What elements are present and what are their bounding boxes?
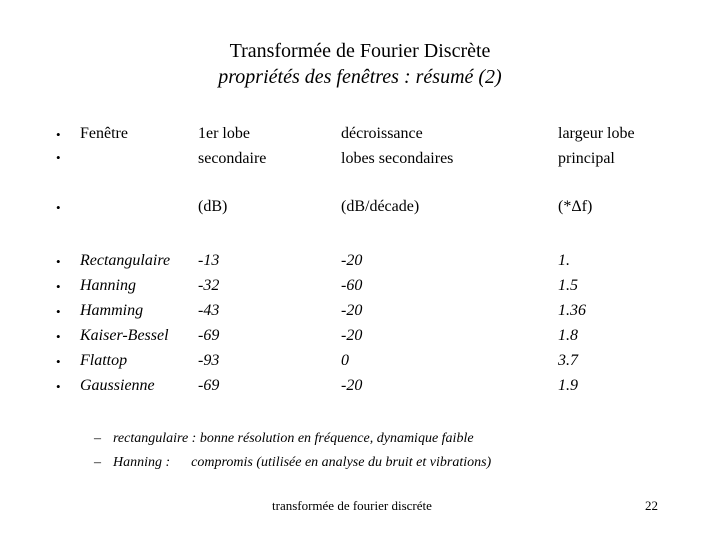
header-mainlobe-line2: principal bbox=[558, 150, 615, 167]
unit-sidelobe: (dB) bbox=[198, 198, 228, 215]
decay-value: -60 bbox=[341, 277, 363, 294]
mainlobe-value: 1.9 bbox=[558, 377, 578, 394]
slide-title: Transformée de Fourier Discrète bbox=[229, 40, 491, 62]
header-sidelobe-line1: 1er lobe bbox=[198, 125, 250, 142]
sidelobe-value: -69 bbox=[198, 327, 220, 344]
window-name: Flattop bbox=[80, 352, 128, 369]
footer-caption: transformée de fourier discréte bbox=[272, 498, 432, 513]
sidelobe-value: -32 bbox=[198, 277, 220, 294]
decay-value: -20 bbox=[341, 327, 363, 344]
bullet: • bbox=[56, 329, 61, 344]
window-name: Hamming bbox=[80, 302, 144, 319]
mainlobe-value: 1.5 bbox=[558, 277, 578, 294]
sidelobe-value: -69 bbox=[198, 377, 220, 394]
mainlobe-value: 1.8 bbox=[558, 327, 578, 344]
sidelobe-value: -13 bbox=[198, 252, 220, 269]
slide-subtitle: propriétés des fenêtres : résumé (2) bbox=[218, 66, 502, 88]
unit-decay: (dB/décade) bbox=[341, 198, 420, 215]
window-name: Hanning bbox=[80, 277, 136, 294]
bullet: • bbox=[56, 304, 61, 319]
header-decay-line2: lobes secondaires bbox=[341, 150, 454, 167]
bullet: • bbox=[56, 200, 61, 215]
note-rectangular: rectangulaire : bonne résolution en fréquence, dynamique faible bbox=[113, 431, 474, 446]
mainlobe-value: 1.36 bbox=[558, 302, 586, 319]
bullet: • bbox=[56, 127, 61, 142]
mainlobe-value: 3.7 bbox=[558, 352, 578, 369]
header-sidelobe-line2: secondaire bbox=[198, 150, 267, 167]
window-name: Gaussienne bbox=[80, 377, 155, 394]
decay-value: -20 bbox=[341, 252, 363, 269]
header-window: Fenêtre bbox=[80, 125, 128, 142]
bullet: • bbox=[56, 254, 61, 269]
unit-mainlobe: (*Δf) bbox=[558, 198, 593, 215]
bullet: • bbox=[56, 354, 61, 369]
window-name: Rectangulaire bbox=[80, 252, 171, 269]
sidelobe-value: -93 bbox=[198, 352, 220, 369]
note-hanning: Hanning : compromis (utilisée en analyse du bruit et vibrations) bbox=[113, 455, 492, 470]
sidelobe-value: -43 bbox=[198, 302, 220, 319]
header-mainlobe-line1: largeur lobe bbox=[558, 125, 635, 142]
note-dash: – bbox=[94, 431, 101, 446]
bullet: • bbox=[56, 279, 61, 294]
decay-value: -20 bbox=[341, 302, 363, 319]
decay-value: -20 bbox=[341, 377, 363, 394]
bullet: • bbox=[56, 150, 61, 165]
decay-value: 0 bbox=[341, 352, 349, 369]
mainlobe-value: 1. bbox=[558, 252, 570, 269]
window-name: Kaiser-Bessel bbox=[80, 327, 169, 344]
header-decay-line1: décroissance bbox=[341, 125, 423, 142]
page-number: 22 bbox=[645, 498, 658, 513]
bullet: • bbox=[56, 379, 61, 394]
note-dash: – bbox=[94, 455, 101, 470]
